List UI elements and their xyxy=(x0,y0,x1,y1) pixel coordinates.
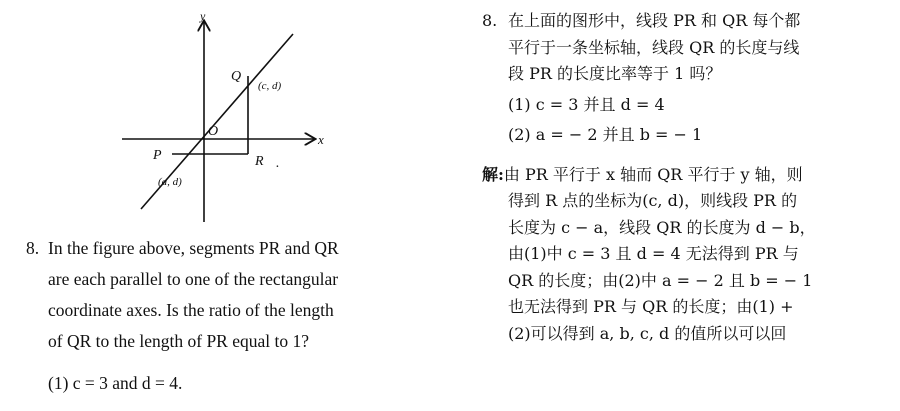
point-r-label: R xyxy=(255,154,264,169)
coordinate-figure xyxy=(118,10,340,225)
solution-line: (2)可以得到 a, b, c, d 的值所以可以回 xyxy=(508,323,787,343)
chinese-line: 8. 在上面的图形中，线段 PR 和 QR 每个都 xyxy=(482,8,894,35)
chinese-line: 平行于一条坐标轴，线段 QR 的长度与线 xyxy=(508,37,800,57)
chinese-question-number: 8. xyxy=(482,11,498,30)
solution-line: QR 的长度；由(2)中 a = − 2 且 b = − 1 xyxy=(508,270,813,290)
point-p-label: P xyxy=(153,148,162,163)
point-q-label: Q xyxy=(231,69,242,84)
coord-q-label: (c, d) xyxy=(258,80,282,92)
english-option-1: (1) c = 3 and d = 4. xyxy=(48,373,183,393)
solution-label: 解 xyxy=(482,164,499,184)
english-line: 8. In the figure above, segments PR and QR xyxy=(26,233,436,264)
y-axis-label: y xyxy=(200,10,206,23)
english-line: coordinate axes. Is the ratio of the length xyxy=(48,300,334,320)
solution-line: 由(1)中 c = 3 且 d = 4 无法得到 PR 与 xyxy=(508,244,799,263)
english-question xyxy=(26,233,436,399)
chinese-question xyxy=(482,8,894,347)
question-number: 8. xyxy=(26,238,40,258)
english-line: of QR to the length of PR equal to 1? xyxy=(48,331,310,351)
solution-line: 得到 R 点的坐标为(c, d)，则线段 PR 的 xyxy=(508,191,798,210)
x-axis-label: x xyxy=(318,132,324,147)
point-r-dot: . xyxy=(276,156,280,171)
coord-p-label: (a, d) xyxy=(158,176,182,188)
solution-line: 解:由 PR 平行于 x 轴而 QR 平行于 y 轴，则 xyxy=(482,164,803,184)
chinese-option-2: (2) a = − 2 并且 b = − 1 xyxy=(508,125,703,144)
origin-label: O xyxy=(208,124,219,139)
chinese-line: 段 PR 的长度比率等于 1 吗？ xyxy=(508,64,722,83)
chinese-option-1: (1) c = 3 并且 d = 4 xyxy=(508,94,665,114)
solution-line: 也无法得到 PR 与 QR 的长度；由(1) + xyxy=(508,297,794,316)
english-line: are each parallel to one of the rectangular xyxy=(48,269,339,289)
solution-line: 长度为 c − a，线段 QR 的长度为 d − b， xyxy=(508,217,816,237)
